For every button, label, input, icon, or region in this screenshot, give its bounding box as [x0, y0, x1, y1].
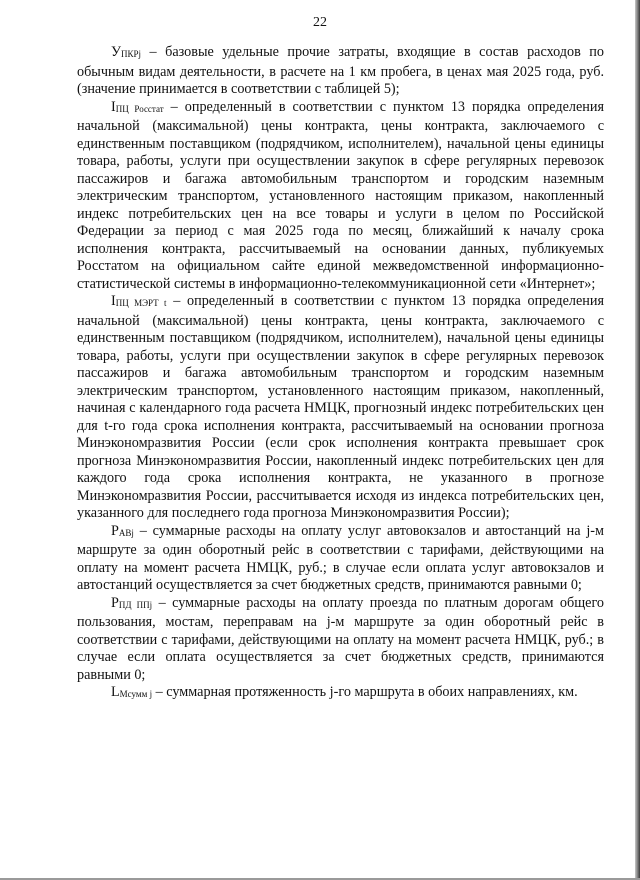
definition-text: – определенный в соответствии с пунктом 13 порядка определения начальной (максимальной) цены контракта, цены контракта, заключаемого с единственным поставщиком (подрядчиком, исполнителем), начальной цены единицы товара, работы, услуги при осуществлении закупок в сфере регулярных перевозок пассажиров и багажа автомобильным транспортом и городским наземным электрическим транспортом, установленного настоящим приказом, накопленный, начиная с календарного года расчета НМЦК, прогнозный индекс потребительских цен для t-го года срока исполнения контракта, рассчитываемый на основании прогноза Минэкономразвития России (если срок исполнения контракта превышает срок прогноза Минэкономразвития России, накопленный индекс потребительских цен для каждого года срока исполнения контракта, не указанного в прогнозе Минэкономразвития России, рассчитывается исходя из индекса потребительских цен, указанного для последнего года прогноза Минэкономразвития России);	[77, 293, 604, 521]
formula-subscript: ПКРj	[121, 49, 142, 59]
formula-symbol: L	[111, 684, 120, 700]
definition-text: – базовые удельные прочие затраты, входящие в состав расходов по обычным видам деятельности, в расчете на 1 км пробега, в ценах мая 2025 года, руб. (значение принимается в соответствии с таблицей 5);	[77, 44, 604, 97]
formula-subscript: АВj	[118, 527, 134, 538]
formula-symbol: Р	[111, 522, 119, 539]
formula-symbol: Р	[111, 594, 119, 611]
definition-text: – определенный в соответствии с пунктом 13 порядка определения начальной (максимальной) цены контракта, цены контракта, заключаемого с единственным поставщиком (подрядчиком, исполнителем), начальной цены единицы товара, работы, услуги при осуществлении закупок в сфере регулярных перевозок пассажиров и багажа автомобильным транспортом и городским наземным электрическим транспортом, установленного настоящим приказом, накопленный индекс потребительских цен на все товары и услуги в целом по Российской Федерации за период с мая 2025 года по месяц, ближайший к началу срока исполнения контракта, рассчитываемый на основании данных, публикуемых Росстатом на официальном сайте единой межведомственной информационно-статистической системы в информационно-телекоммуникационной сети «Интернет»;	[77, 98, 604, 292]
formula-subscript: ПД ППj	[118, 599, 153, 610]
definition-text: – суммарные расходы на оплату услуг автовокзалов и автостанций на j-м маршруте за один оборотный рейс в соответствии с тарифами, действующими на оплату на момент расчета НМЦК, руб.; в случае если оплата услуг автовокзалов и автостанций осуществляется за счет бюджетных средств, принимаются равными 0;	[77, 522, 604, 593]
definition-paragraph-rpdpp	[77, 595, 604, 685]
definition-paragraph-rav	[77, 523, 604, 595]
document-body	[77, 44, 604, 704]
formula-symbol: I	[111, 293, 116, 309]
formula-subscript: ПЦ МЭРТ t	[115, 298, 167, 308]
formula-subscript: Мсумм j	[119, 689, 153, 699]
formula-symbol: У	[111, 44, 122, 60]
scan-edge-shadow	[635, 0, 640, 880]
definition-text: – суммарные расходы на оплату проезда по платным дорогам общего пользования, мостам, переправам на j-м маршруте за один оборотный рейс в соответствии с тарифами, действующими на оплату на момент расчета НМЦК, руб.; в случае если оплата осуществляется за счет бюджетных средств, принимаются равными 0;	[77, 594, 605, 683]
definition-paragraph-ipc-rosstat	[77, 99, 604, 294]
definition-paragraph-upkr	[77, 44, 604, 99]
definition-paragraph-lmsumm	[77, 684, 604, 704]
definition-paragraph-ipc-mert	[77, 293, 604, 523]
formula-symbol: I	[111, 98, 116, 115]
formula-subscript: ПЦ Росстат	[115, 103, 164, 114]
definition-text: – суммарная протяженность j-го маршрута в обоих направлениях, км.	[152, 684, 578, 700]
page-number: 22	[313, 15, 327, 30]
